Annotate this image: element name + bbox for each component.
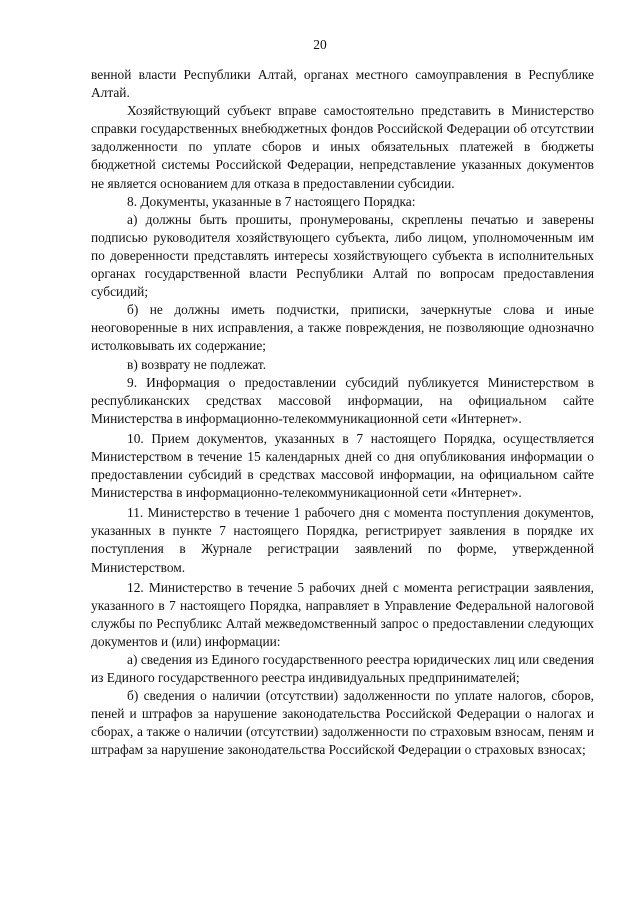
paragraph-item-8v: в) возврату не подлежат. — [127, 356, 267, 372]
paragraph-item-9: 9. Информация о предоставлении субсидий публикуется Министерством в республиканских средствах массовой информации, на официальном сайте Министерства в информационно-телекоммуникационной сети «Интернет». — [91, 374, 594, 426]
paragraph-item-10: 10. Прием документов, указанных в 7 настоящего Порядка, осуществляется Министерством в течение 15 календарных дней со дня опубликования информации о предоставлении субсидий в средствах массовой информации, на официальном сайте Министерства в информационно-телекоммуникационной сети «Интернет». — [91, 430, 594, 501]
paragraph-continuation: венной власти Республики Алтай, органах местного самоуправления в Республике Алтай. — [91, 67, 594, 101]
paragraph-item-11: 11. Министерство в течение 1 рабочего дня с момента поступления документов, указанных в пункте 7 настоящего Порядка, регистрирует заявления в порядке их поступления в Журнале регистрации заявлений по форме, утвержденной Министерством. — [91, 505, 594, 575]
paragraph-item-8b: б) не должны иметь подчистки, приписки, зачеркнутые слова и иные неоговоренные в них исправления, а также повреждения, не позволяющие однозначно истолковывать их содержание; — [91, 302, 594, 354]
paragraph-self-submission: Хозяйствующий субъект вправе самостоятельно представить в Министерство справки государственных внебюджетных фондов Российской Федерации об отсутствии задолженности по уплате сборов и иных обязательных платежей в бюджеты бюджетной системы Российской Федерации, непредставление указанных документов не является основанием для отказа в предоставлении субсидии. — [91, 103, 594, 191]
paragraph-item-12: 12. Министерство в течение 5 рабочих дней с момента регистрации заявления, указанного в 7 настоящего Порядка, направляет в Управление Федеральной налоговой службы по Республикс Алтай межведомственный запрос о предоставлении следующих документов и (или) информации: — [91, 579, 594, 649]
paragraph-item-12a: а) сведения из Единого государственного реестра юридических лиц или сведения из Единого государственного реестра индивидуальных предпринимателей; — [91, 652, 594, 686]
paragraph-item-8: 8. Документы, указанные в 7 настоящего Порядка: — [127, 193, 416, 209]
document-body — [91, 66, 594, 760]
paragraph-item-8a: а) должны быть прошиты, пронумерованы, скреплены печатью и заверены подписью руководителя хозяйствующего субъекта, либо лицом, уполномоченным им по доверенности представлять интересы хозяйствующего субъекта в исполнительных органах государственной власти Республики Алтай по вопросам предоставления субсидий; — [91, 211, 594, 300]
page-number: 20 — [313, 37, 327, 52]
paragraph-item-12b: б) сведения о наличии (отсутствии) задолженности по уплате налогов, сборов, пеней и штрафов за нарушение законодательства Российской Федерации о налогах и сборах, а также о наличии (отсутствии) задолженности по страховым взносам, пеням и штрафам за нарушение законодательства Российской Федерации о страховых взносах; — [91, 688, 594, 758]
